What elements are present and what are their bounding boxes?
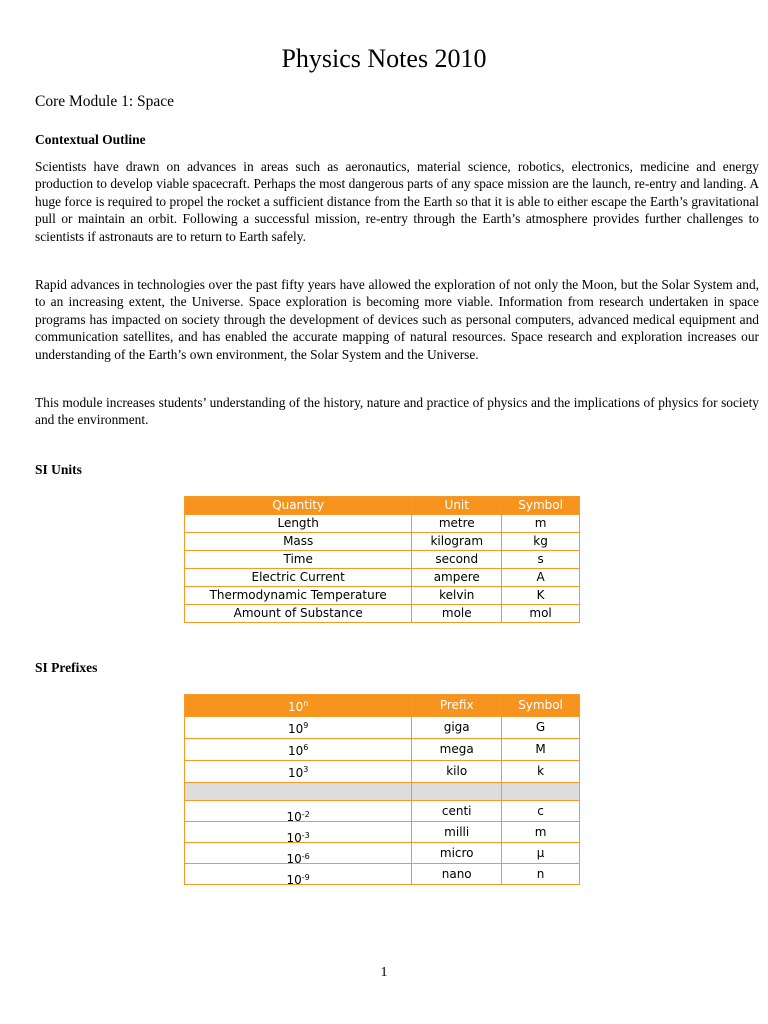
symbol-cell: kg [502,533,580,551]
column-header-power: 10$^n$ [185,695,412,717]
quantity-cell: Length [185,515,412,533]
blank-cell [412,783,502,801]
paragraph-2: Rapid advances in technologies over the past fifty years have allowed the exploration of not only the Moon, but the Solar System and, to an increasing extent, the Universe. Space exploration is becoming more viable. Information from research undertaken in space programs has impacted on society through the development of devices such as personal computers, advanced medical equipment and communication satellites, and has enabled the accurate mapping of natural resources. Space research and exploration increases our understanding of the Earth’s own environment, the Solar System and the Universe. [35,277,759,362]
table-row [185,587,580,605]
si-units-header-row [185,497,580,515]
si-units-heading: SI Units [35,462,82,477]
table-row [185,822,580,843]
power-cell: $10^6$ [185,739,412,761]
table-row [185,801,580,822]
table-row [185,605,580,623]
si-prefixes-header-row [185,695,580,717]
table-row [185,864,580,885]
unit-cell: metre [412,515,502,533]
column-header-prefix: Prefix [412,695,502,717]
paragraph-1: Scientists have drawn on advances in areas such as aeronautics, material science, robotics, electronics, medicine and energy production to develop viable spacecraft. Perhaps the most dangerous parts of any space mission are the launch, re-entry and landing. A huge force is required to propel the rocket a sufficient distance from the Earth so that it is able to either escape the Earth’s gravitational pull or maintain an orbit. Following a successful mission, re-entry through the Earth’s atmosphere provides further challenges to scientists if astronauts are to return to Earth safely. [35,159,759,244]
document-title: Physics Notes 2010 [281,44,487,73]
module-heading: Core Module 1: Space [35,93,175,110]
contextual-outline-heading: Contextual Outline [35,132,146,147]
symbol-cell: A [502,569,580,587]
quantity-cell: Thermodynamic Temperature [185,587,412,605]
power-cell: $10^3$ [185,761,412,783]
symbol-cell: n [502,864,580,885]
symbol-cell: mol [502,605,580,623]
prefix-cell: giga [412,717,502,739]
unit-cell: mole [412,605,502,623]
prefix-cell: kilo [412,761,502,783]
unit-cell: kilogram [412,533,502,551]
power-cell: $10^9$ [185,717,412,739]
quantity-cell: Amount of Substance [185,605,412,623]
table-row [185,717,580,739]
si-units-table [184,496,580,623]
power-cell: $10^{-9}$ [185,864,412,885]
symbol-cell: µ [502,843,580,864]
prefix-cell: micro [412,843,502,864]
symbol-cell: K [502,587,580,605]
table-row [185,569,580,587]
table-row [185,739,580,761]
prefix-cell: centi [412,801,502,822]
si-prefixes-heading: SI Prefixes [35,660,98,675]
unit-cell: ampere [412,569,502,587]
si-prefixes-table [184,694,580,885]
column-header-symbol: Symbol [502,497,580,515]
blank-cell [185,783,412,801]
symbol-cell: m [502,515,580,533]
power-cell: $10^{-3}$ [185,822,412,843]
symbol-cell: G [502,717,580,739]
column-header-unit: Unit [412,497,502,515]
table-row [185,551,580,569]
power-cell: $10^{-6}$ [185,843,412,864]
blank-cell [502,783,580,801]
table-row [185,515,580,533]
paragraph-3: This module increases students’ understanding of the history, nature and practice of physics and the implications of physics for society and the environment. [35,395,759,428]
table-row [185,533,580,551]
symbol-cell: M [502,739,580,761]
prefix-cell: milli [412,822,502,843]
page-number: 1 [380,965,388,980]
table-row [185,843,580,864]
unit-cell: second [412,551,502,569]
symbol-cell: c [502,801,580,822]
symbol-cell: k [502,761,580,783]
symbol-cell: m [502,822,580,843]
symbol-cell: s [502,551,580,569]
power-cell: $10^{-2}$ [185,801,412,822]
unit-cell: kelvin [412,587,502,605]
table-row [185,761,580,783]
separator-row [185,783,580,801]
quantity-cell: Time [185,551,412,569]
column-header-symbol: Symbol [502,695,580,717]
quantity-cell: Mass [185,533,412,551]
quantity-cell: Electric Current [185,569,412,587]
prefix-cell: nano [412,864,502,885]
prefix-cell: mega [412,739,502,761]
column-header-quantity: Quantity [185,497,412,515]
